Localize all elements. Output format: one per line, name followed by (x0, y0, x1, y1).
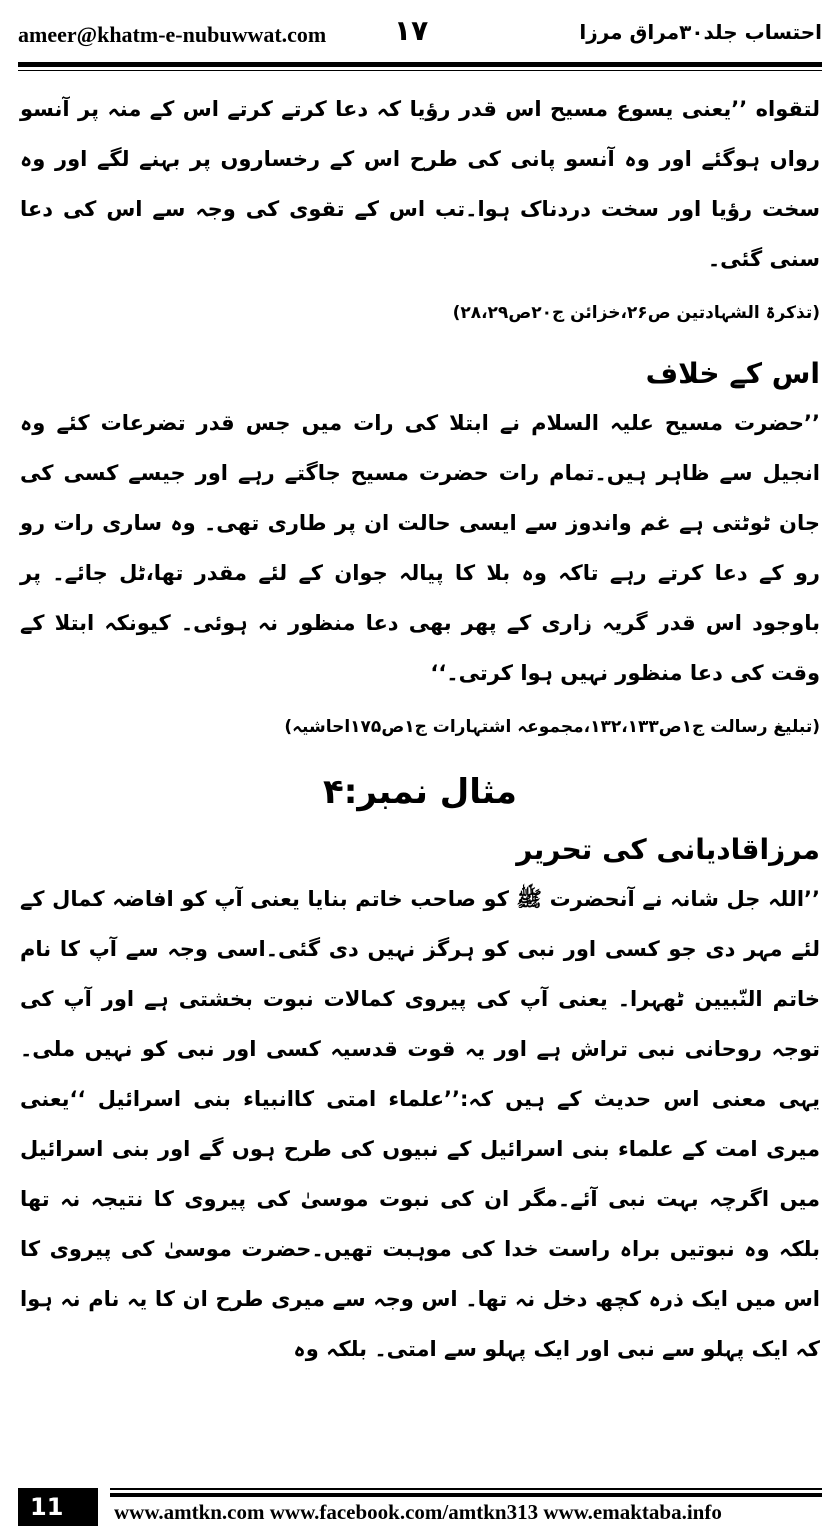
header-email: ameer@khatm-e-nubuwwat.com (18, 22, 327, 47)
footer-page-number: 11 (18, 1488, 98, 1526)
page-footer (18, 1488, 822, 1528)
footer-rule-thick (110, 1493, 822, 1497)
footer-rule-thin (110, 1488, 822, 1490)
header-rule-thick (18, 62, 822, 67)
heading-contrary: اس کے خلاف (645, 357, 820, 390)
example-heading: مثال نمبر:۴ (323, 772, 517, 812)
heading-mirza-writing: مرزاقادیانی کی تحریر (516, 833, 820, 866)
header-book-title: احتساب جلد۳۰مراق مرزا (579, 20, 822, 44)
header-page-number: ۱۷ (394, 14, 429, 47)
quote-paragraph-2: ’’حضرت مسیح علیہ السلام نے ابتلا کی رات میں جس قدر تضرعات کئے وہ انجیل سے ظاہر ہیں۔تمام رات حضرت مسیح جاگتے رہے اور جیسے کسی کی جان ٹوٹتی ہے غم واندوز سے ایسی حالت ان پر طاری تھی۔ وہ ساری رات رو رو کے دعا کرتے رہے تاکہ وہ بلا کا پیالہ جوان کے لئے مقدر تھا،ٹل جائے۔ پر باوجود اس قدر گریہ زاری کے پھر بھی دعا منظور نہ ہوئی۔ کیونکہ ابتلا کے وقت کی دعا منظور نہیں ہوا کرتی۔‘‘ (20, 411, 820, 685)
quote-paragraph-1: لتقواه ’’یعنی یسوع مسیح اس قدر رؤیا کہ دعا کرتے کرتے اس کے منہ پر آنسو رواں ہوگئے اور وہ آنسو پانی کی طرح اس کے رخساروں پر بہنے لگے اور وہ سخت رؤیا اور سخت دردناک ہوا۔تب اس کے تقوی کی وجہ سے اس کی دعا سنی گئی۔ (20, 97, 820, 271)
page-header (18, 14, 822, 58)
quote-paragraph-3: ’’اللہ جل شانہ نے آنحضرت ﷺ کو صاحب خاتم بنایا یعنی آپ کو افاضہ کمال کے لئے مہر دی جو کسی اور نبی کو ہرگز نہیں دی گئی۔اسی وجہ سے آپ کا نام خاتم النّبیین ٹھہرا۔ یعنی آپ کی پیروی کمالات نبوت بخشتی ہے اور آپ کی توجہ روحانی نبی تراش ہے اور یہ قوت قدسیہ کسی اور نبی کو نہیں ملی۔یہی معنی اس حدیث کے ہیں کہ:’’علماء امتی کاانبیاء بنی اسرائیل ‘‘یعنی میری امت کے علماء بنی اسرائیل کے نبیوں کی طرح ہوں گے اور بنی اسرائیل میں اگرچہ بہت نبی آئے۔مگر ان کی نبوت موسیٰ کی پیروی کا نتیجہ نہ تھا بلکہ وہ نبوتیں براہ راست خدا کی موہبت تھیں۔حضرت موسیٰ کی پیروی کا اس میں ایک ذرہ کچھ دخل نہ تھا۔ اس وجہ سے میری طرح ان کا یہ نام نہ ہوا کہ ایک پہلو سے نبی اور ایک پہلو سے امتی۔ بلکہ وہ (20, 887, 820, 1361)
page-body (20, 84, 820, 1474)
reference-1: (تذکرۃ الشہادتین ص۲۶،خزائن ج۲۰ص۲۸،۲۹) (452, 303, 820, 323)
reference-2: (تبلیغ رسالت ج۱ص۱۳۲،۱۳۳،مجموعہ اشتہارات ج۱ص۱۷۵احاشیہ) (284, 717, 820, 737)
footer-website-links: www.amtkn.com www.facebook.com/amtkn313 www.emaktaba.info (114, 1500, 722, 1524)
header-rule-thin (18, 70, 822, 71)
